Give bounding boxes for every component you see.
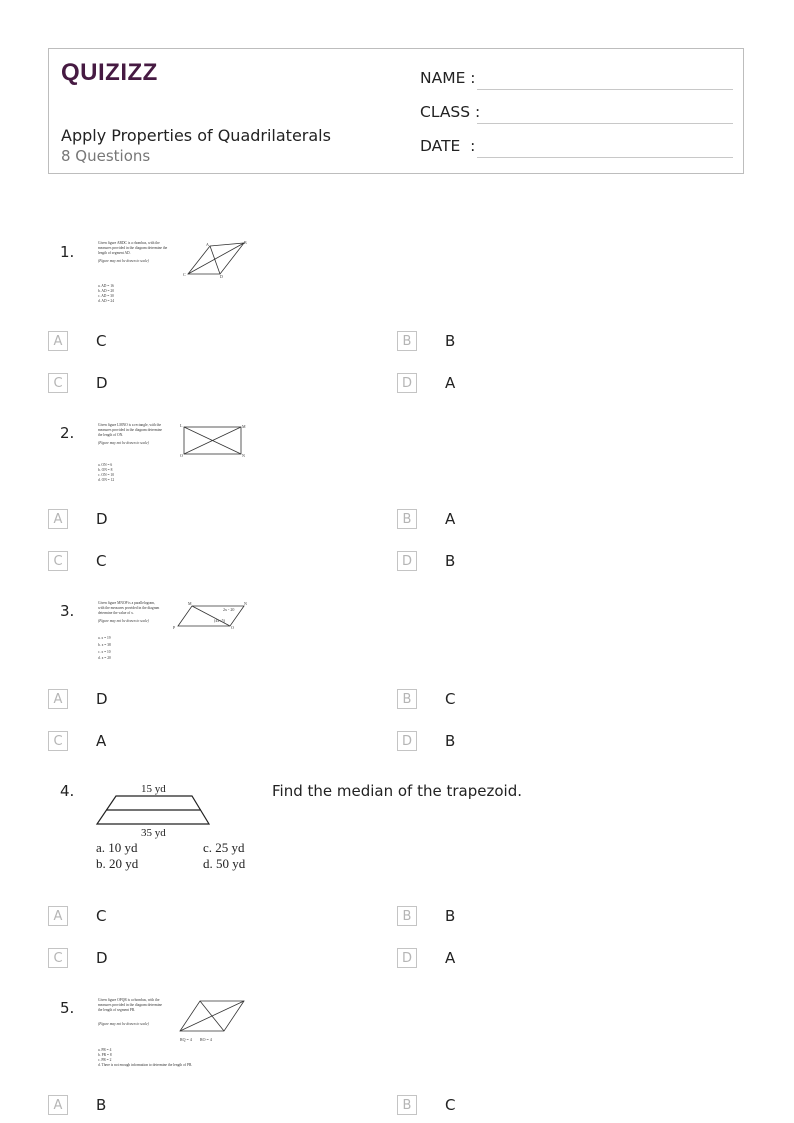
option-c-box[interactable]: C bbox=[48, 551, 68, 571]
worksheet-title: Apply Properties of Quadrilaterals bbox=[61, 126, 331, 145]
fig-text: length of segment AD. bbox=[98, 251, 131, 255]
option-c-box[interactable]: C bbox=[48, 373, 68, 393]
fig-text: the length of segment PR. bbox=[98, 1008, 136, 1012]
fig-text: Given figure ABDC is a rhombus, with the bbox=[98, 241, 160, 245]
date-field[interactable] bbox=[477, 157, 733, 158]
vertex-label: L bbox=[180, 423, 183, 428]
vertex-label: M bbox=[188, 601, 192, 606]
quizizz-logo: QUIZIZZ bbox=[61, 59, 158, 86]
angle-label: 2x - 20 bbox=[223, 607, 235, 612]
option-c-box[interactable]: C bbox=[48, 731, 68, 751]
option-a-box[interactable]: A bbox=[48, 331, 68, 351]
option-a-text[interactable]: C bbox=[96, 907, 107, 925]
option-d-text[interactable]: B bbox=[445, 552, 456, 570]
vertex-label: D bbox=[220, 274, 223, 279]
option-c-text[interactable]: A bbox=[96, 732, 107, 750]
question-number: 4. bbox=[60, 782, 75, 800]
option-a-box[interactable]: A bbox=[48, 509, 68, 529]
fig-text: (Figure may not be drawn to scale) bbox=[98, 441, 149, 445]
fig-text: a. x = 19 bbox=[98, 636, 111, 640]
segment-label: RQ = 4 bbox=[180, 1037, 192, 1042]
fig-text: a. PR = 4 bbox=[98, 1048, 112, 1052]
question-count: 8 Questions bbox=[61, 147, 151, 165]
fig-text: Given figure MNOP is a parallelogram, bbox=[98, 601, 155, 605]
option-b-text[interactable]: C bbox=[445, 1096, 456, 1114]
option-a-text[interactable]: D bbox=[96, 690, 108, 708]
option-c-box[interactable]: C bbox=[48, 948, 68, 968]
worksheet-header bbox=[48, 48, 744, 174]
option-d-box[interactable]: D bbox=[397, 731, 417, 751]
vertex-label: B bbox=[244, 240, 247, 245]
question-1-figure bbox=[96, 238, 250, 306]
question-4-text: Find the median of the trapezoid. bbox=[272, 782, 522, 800]
fig-text: d. AD = 24 bbox=[98, 299, 115, 303]
option-a-box[interactable]: A bbox=[48, 689, 68, 709]
option-b-box[interactable]: B bbox=[397, 906, 417, 926]
fig-text: c. x = 10 bbox=[98, 650, 111, 654]
option-b-text[interactable]: B bbox=[445, 332, 456, 350]
fig-text: measures provided in the diagram determine bbox=[98, 428, 162, 432]
class-label: CLASS : bbox=[420, 103, 481, 121]
fig-text: Given figure OPQR is a rhombus, with the bbox=[98, 998, 160, 1002]
option-a-text[interactable]: B bbox=[96, 1096, 107, 1114]
fig-text: b. AD = 20 bbox=[98, 289, 115, 293]
top-base-label: 15 yd bbox=[141, 783, 166, 795]
fig-text: (Figure may not be drawn to scale) bbox=[98, 619, 149, 623]
bottom-base-label: 35 yd bbox=[141, 827, 166, 839]
option-d-box[interactable]: D bbox=[397, 948, 417, 968]
fig-text: Given figure LMNO is a rectangle, with the bbox=[98, 423, 162, 427]
option-b-text[interactable]: B bbox=[445, 907, 456, 925]
fig-text: determine the value of x. bbox=[98, 611, 134, 615]
question-5-figure bbox=[96, 995, 250, 1071]
option-c-text[interactable]: C bbox=[96, 552, 107, 570]
option-b-box[interactable]: B bbox=[397, 1095, 417, 1115]
fig-text: c. ON = 10 bbox=[98, 473, 114, 477]
fig-text: c. AD = 30 bbox=[98, 294, 114, 298]
option-a-text[interactable]: D bbox=[96, 510, 108, 528]
choice-d: d. 50 yd bbox=[203, 856, 246, 871]
vertex-label: O bbox=[231, 625, 234, 630]
option-b-text[interactable]: C bbox=[445, 690, 456, 708]
option-b-box[interactable]: B bbox=[397, 331, 417, 351]
choice-a: a. 10 yd bbox=[96, 840, 138, 855]
choice-b: b. 20 yd bbox=[96, 856, 139, 871]
fig-text: (Figure may not be drawn to scale) bbox=[98, 1022, 149, 1026]
vertex-label: M bbox=[242, 424, 246, 429]
name-field[interactable] bbox=[477, 89, 733, 90]
fig-text: b. x = 38 bbox=[98, 643, 111, 647]
date-label: DATE : bbox=[420, 137, 476, 155]
option-d-box[interactable]: D bbox=[397, 551, 417, 571]
vertex-label: C bbox=[183, 272, 186, 277]
vertex-label: A bbox=[206, 242, 209, 247]
option-c-text[interactable]: D bbox=[96, 949, 108, 967]
option-d-text[interactable]: B bbox=[445, 732, 456, 750]
fig-text: d. ON = 12 bbox=[98, 478, 115, 482]
fig-text: (Figure may not be drawn to scale) bbox=[98, 259, 149, 263]
option-c-text[interactable]: D bbox=[96, 374, 108, 392]
question-3-figure bbox=[96, 598, 250, 664]
fig-text: measures provided in the diagram determine bbox=[98, 1003, 162, 1007]
option-d-text[interactable]: A bbox=[445, 949, 456, 967]
fig-text: b. ON = 8 bbox=[98, 468, 113, 472]
question-number: 2. bbox=[60, 424, 75, 442]
option-b-box[interactable]: B bbox=[397, 689, 417, 709]
question-number: 1. bbox=[60, 243, 75, 261]
question-2-figure bbox=[96, 420, 250, 486]
fig-text: d. There is not enough information to determine the length of PR. bbox=[98, 1063, 193, 1067]
fig-text: the length of ON. bbox=[98, 433, 124, 437]
fig-text: a. AD = 16 bbox=[98, 284, 114, 288]
vertex-label: N bbox=[242, 453, 245, 458]
question-number: 3. bbox=[60, 602, 75, 620]
option-a-box[interactable]: A bbox=[48, 1095, 68, 1115]
fig-text: c. PR = 2 bbox=[98, 1058, 112, 1062]
question-number: 5. bbox=[60, 999, 75, 1017]
fig-text: b. PR = 8 bbox=[98, 1053, 112, 1057]
vertex-label: N bbox=[244, 601, 247, 606]
option-a-box[interactable]: A bbox=[48, 906, 68, 926]
angle-label: (4x+5) bbox=[214, 618, 225, 623]
fig-text: with the measures provided in the diagram bbox=[98, 606, 160, 610]
name-label: NAME : bbox=[420, 69, 476, 87]
vertex-label: O bbox=[180, 453, 183, 458]
option-d-text[interactable]: A bbox=[445, 374, 456, 392]
fig-text: measures provided in the diagram determine the bbox=[98, 246, 168, 250]
segment-label: RO = 4 bbox=[200, 1037, 212, 1042]
option-b-text[interactable]: A bbox=[445, 510, 456, 528]
fig-text: d. x = 20 bbox=[98, 656, 111, 660]
fig-text: a. ON = 6 bbox=[98, 463, 113, 467]
vertex-label: P bbox=[173, 625, 176, 630]
question-4-figure bbox=[94, 780, 254, 876]
option-b-box[interactable]: B bbox=[397, 509, 417, 529]
option-a-text[interactable]: C bbox=[96, 332, 107, 350]
class-field[interactable] bbox=[477, 123, 733, 124]
choice-c: c. 25 yd bbox=[203, 840, 245, 855]
option-d-box[interactable]: D bbox=[397, 373, 417, 393]
